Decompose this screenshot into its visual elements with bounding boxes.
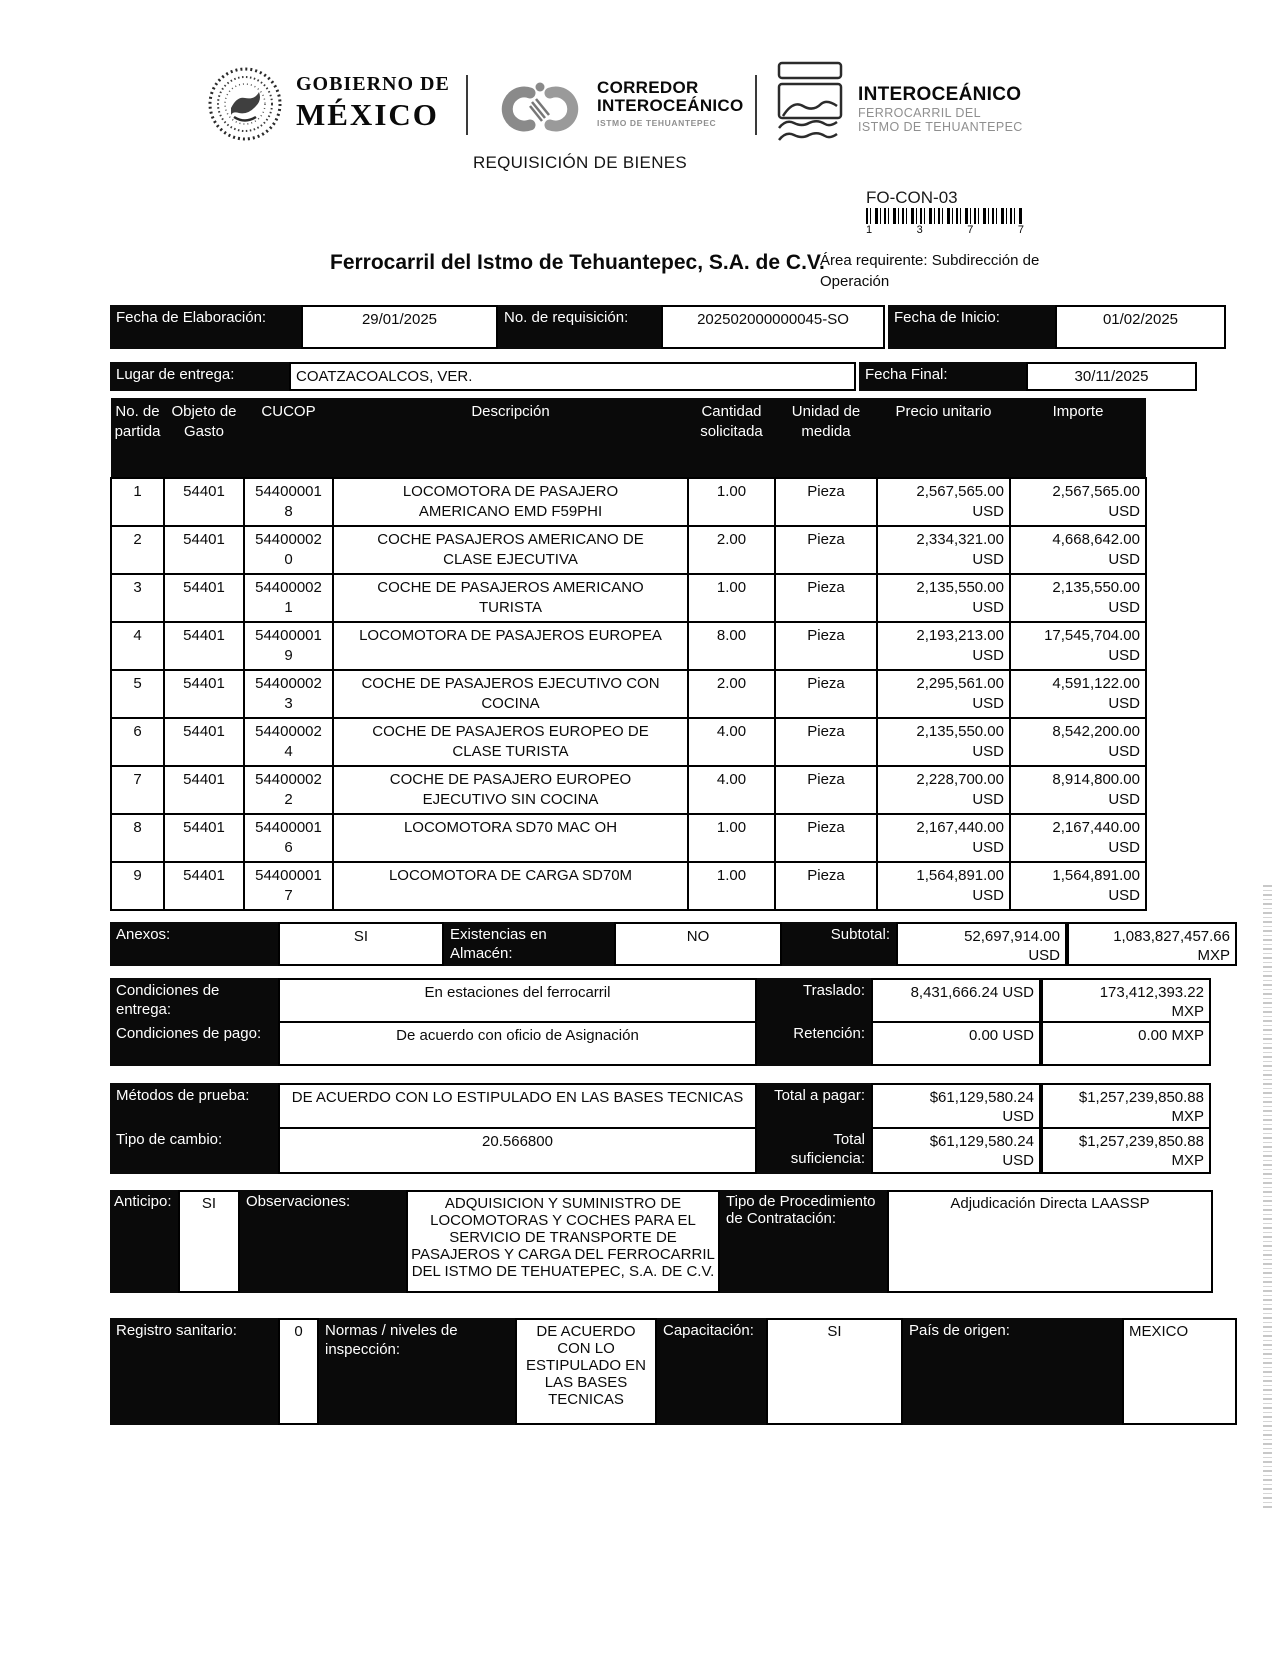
fecha-inicio-label: Fecha de Inicio:	[888, 305, 1055, 349]
currency: USD	[972, 839, 1004, 856]
condiciones-pago-value: De acuerdo con oficio de Asignación	[278, 1021, 757, 1066]
amount: 52,697,914.00	[964, 928, 1060, 945]
currency: USD	[972, 695, 1004, 712]
table-row	[111, 526, 1146, 574]
row-objeto: 54401	[164, 814, 244, 862]
existencias-label: Existencias en Almacén:	[444, 922, 614, 966]
table-row	[111, 814, 1146, 862]
interoceanico-line2: FERROCARRIL DEL	[858, 105, 981, 120]
row-precio	[877, 478, 1010, 526]
row-unidad: Pieza	[775, 478, 877, 526]
row-objeto: 54401	[164, 526, 244, 574]
tipo-procedimiento-value: Adjudicación Directa LAASSP	[887, 1190, 1213, 1293]
table-row	[111, 670, 1146, 718]
row-objeto: 54401	[164, 670, 244, 718]
observaciones-value: ADQUISICION Y SUMINISTRO DE LOCOMOTORAS Y COCHES PARA EL SERVICIO DE TRANSPORTE DE PASAJEROS Y CARGA DEL FERROCARRIL DEL ISTMO DE TEHUATEPEC, S.A. DE C.V.	[406, 1190, 720, 1293]
currency: USD	[972, 599, 1004, 616]
row-cantidad: 1.00	[688, 862, 775, 910]
logo-divider	[466, 75, 468, 135]
amount: 8,914,800.00	[1052, 771, 1140, 788]
table-row	[111, 718, 1146, 766]
existencias-value: NO	[614, 922, 782, 966]
anticipo-value: SI	[178, 1190, 240, 1293]
row-no: 8	[111, 814, 164, 862]
condiciones-entrega-value: En estaciones del ferrocarril	[278, 978, 757, 1023]
row-cantidad: 4.00	[688, 766, 775, 814]
corredor-line3: ISTMO DE TEHUANTEPEC	[597, 117, 717, 128]
fecha-elaboracion-value: 29/01/2025	[301, 305, 498, 349]
metodos-prueba-row	[110, 1083, 1211, 1129]
row-descripcion: LOCOMOTORA DE CARGA SD70M	[333, 862, 688, 910]
corredor-interoceanico-icon	[490, 80, 590, 138]
amount: 2,167,440.00	[916, 819, 1004, 836]
amount: $61,129,580.24	[929, 1133, 1034, 1150]
barcode-digit: 7	[1017, 224, 1024, 236]
anticipo-label: Anticipo:	[110, 1190, 178, 1293]
condiciones-pago-row	[110, 1021, 1211, 1066]
barcode-digit: 7	[967, 224, 974, 236]
currency: USD	[1108, 791, 1140, 808]
currency: USD	[1108, 839, 1140, 856]
row-importe	[1010, 574, 1146, 622]
amount: 1,083,827,457.66	[1113, 928, 1230, 945]
row-descripcion: COCHE DE PASAJEROS AMERICANO TURISTA	[333, 574, 688, 622]
row-cantidad: 2.00	[688, 670, 775, 718]
barcode-digit: 1	[866, 224, 873, 236]
row-no: 1	[111, 478, 164, 526]
registro-sanitario-label: Registro sanitario:	[110, 1318, 278, 1425]
capacitacion-value: SI	[766, 1318, 903, 1425]
row-cucop: 544000022	[244, 766, 333, 814]
info-row-1	[110, 305, 1226, 349]
fecha-elaboracion-label: Fecha de Elaboración:	[110, 305, 301, 349]
row-unidad: Pieza	[775, 526, 877, 574]
row-unidad: Pieza	[775, 574, 877, 622]
row-cucop: 544000021	[244, 574, 333, 622]
row-descripcion: LOCOMOTORA DE PASAJERO AMERICANO EMD F59PHI	[333, 478, 688, 526]
row-no: 3	[111, 574, 164, 622]
currency: USD	[1108, 599, 1140, 616]
row-importe	[1010, 718, 1146, 766]
info-row-2	[110, 362, 1197, 391]
row-cantidad: 1.00	[688, 478, 775, 526]
document-title: REQUISICIÓN DE BIENES	[472, 153, 688, 172]
barcode-icon	[866, 208, 1024, 224]
amount: 8,542,200.00	[1052, 723, 1140, 740]
amount: 2,135,550.00	[1052, 579, 1140, 596]
amount: $1,257,239,850.88	[1078, 1089, 1204, 1106]
currency: USD	[1002, 1108, 1034, 1125]
currency: USD	[972, 551, 1004, 568]
row-unidad: Pieza	[775, 766, 877, 814]
registro-row	[110, 1318, 1237, 1425]
amount: 2,135,550.00	[916, 723, 1004, 740]
fecha-final-value: 30/11/2025	[1026, 362, 1197, 391]
currency: USD	[972, 887, 1004, 904]
row-cantidad: 1.00	[688, 814, 775, 862]
total-suficiencia-label: Total suficiencia:	[757, 1127, 871, 1174]
currency: USD	[972, 647, 1004, 664]
observaciones-label: Observaciones:	[240, 1190, 406, 1293]
amount: 2,193,213.00	[916, 627, 1004, 644]
gobierno-line2: MÉXICO	[296, 97, 439, 132]
amount: 2,167,440.00	[1052, 819, 1140, 836]
amount: 1,564,891.00	[1052, 867, 1140, 884]
interoceanico-line1: INTEROCEÁNICO	[858, 84, 1022, 105]
no-requisicion-label: No. de requisición:	[498, 305, 661, 349]
currency: USD	[1108, 887, 1140, 904]
traslado-label: Traslado:	[757, 978, 871, 1023]
currency: USD	[1028, 947, 1060, 964]
row-descripcion: LOCOMOTORA DE PASAJEROS EUROPEA	[333, 622, 688, 670]
metodos-prueba-label: Métodos de prueba:	[110, 1083, 278, 1129]
row-no: 4	[111, 622, 164, 670]
scan-noise-artifact	[1263, 885, 1272, 1510]
logo-divider	[755, 75, 757, 135]
row-unidad: Pieza	[775, 862, 877, 910]
row-precio	[877, 670, 1010, 718]
row-importe	[1010, 670, 1146, 718]
normas-label: Normas / niveles de inspección:	[319, 1318, 515, 1425]
registro-sanitario-value: 0	[278, 1318, 319, 1425]
row-cucop: 544000020	[244, 526, 333, 574]
currency: MXP	[1171, 1108, 1204, 1125]
items-header-row	[111, 398, 1146, 478]
total-suficiencia-mxp	[1041, 1127, 1211, 1174]
area-requirente: Área requirente: Subdirección de Operación	[820, 252, 1040, 290]
total-suficiencia-usd	[871, 1127, 1041, 1174]
amount: 4,591,122.00	[1052, 675, 1140, 692]
row-unidad: Pieza	[775, 670, 877, 718]
row-cantidad: 1.00	[688, 574, 775, 622]
corredor-line1: CORREDOR	[597, 78, 699, 97]
row-no: 7	[111, 766, 164, 814]
col-descripcion: Descripción	[333, 398, 688, 478]
pais-origen-label: País de origen:	[903, 1318, 1122, 1425]
ferrocarril-interoceanico-logo	[858, 84, 1023, 135]
items-table	[110, 398, 1147, 911]
retencion-usd: 0.00 USD	[871, 1021, 1041, 1066]
col-unidad: Unidad de medida	[775, 398, 877, 478]
normas-value: DE ACUERDO CON LO ESTIPULADO EN LAS BASES TECNICAS	[515, 1318, 657, 1425]
ferrocarril-interoceanico-icon	[770, 60, 852, 148]
row-importe	[1010, 814, 1146, 862]
tipo-cambio-label: Tipo de cambio:	[110, 1127, 278, 1174]
row-precio	[877, 622, 1010, 670]
row-cucop: 544000023	[244, 670, 333, 718]
currency: USD	[1108, 503, 1140, 520]
row-descripcion: LOCOMOTORA SD70 MAC OH	[333, 814, 688, 862]
currency: USD	[1002, 1152, 1034, 1169]
amount: 2,135,550.00	[916, 579, 1004, 596]
table-row	[111, 478, 1146, 526]
row-importe	[1010, 526, 1146, 574]
amount: 2,567,565.00	[916, 483, 1004, 500]
col-precio: Precio unitario	[877, 398, 1010, 478]
row-precio	[877, 862, 1010, 910]
row-precio	[877, 718, 1010, 766]
currency: USD	[1108, 743, 1140, 760]
row-unidad: Pieza	[775, 718, 877, 766]
corredor-interoceanico-logo	[597, 79, 744, 128]
row-descripcion: COCHE PASAJEROS AMERICANO DE CLASE EJECUTIVA	[333, 526, 688, 574]
currency: USD	[972, 743, 1004, 760]
row-importe	[1010, 478, 1146, 526]
lugar-entrega-label: Lugar de entrega:	[110, 362, 289, 391]
amount: 2,228,700.00	[916, 771, 1004, 788]
row-no: 2	[111, 526, 164, 574]
row-precio	[877, 526, 1010, 574]
barcode-digit: 3	[916, 224, 923, 236]
row-precio	[877, 814, 1010, 862]
tipo-cambio-row	[110, 1127, 1211, 1174]
row-descripcion: COCHE DE PASAJEROS EUROPEO DE CLASE TURISTA	[333, 718, 688, 766]
row-cucop: 544000019	[244, 622, 333, 670]
fecha-final-label: Fecha Final:	[859, 362, 1026, 391]
row-precio	[877, 766, 1010, 814]
row-cucop: 544000018	[244, 478, 333, 526]
col-cantidad: Cantidad solicitada	[688, 398, 775, 478]
interoceanico-line3: ISTMO DE TEHUANTEPEC	[858, 120, 1023, 135]
anexos-value: SI	[278, 922, 444, 966]
traslado-usd: 8,431,666.24 USD	[871, 978, 1041, 1023]
mexico-seal-icon	[206, 64, 284, 144]
row-cantidad: 4.00	[688, 718, 775, 766]
amount: $61,129,580.24	[929, 1089, 1034, 1106]
currency: USD	[1108, 551, 1140, 568]
amount: 4,668,642.00	[1052, 531, 1140, 548]
col-no-partida: No. de partida	[111, 398, 164, 478]
no-requisicion-value: 202502000000045-SO	[661, 305, 885, 349]
row-importe	[1010, 622, 1146, 670]
amount: 2,334,321.00	[916, 531, 1004, 548]
anticipo-row	[110, 1190, 1213, 1293]
tipo-cambio-value: 20.566800	[278, 1127, 757, 1174]
gobierno-de-mexico-logo	[296, 74, 450, 130]
condiciones-entrega-row	[110, 978, 1211, 1023]
row-objeto: 54401	[164, 766, 244, 814]
row-cucop: 544000017	[244, 862, 333, 910]
table-row	[111, 574, 1146, 622]
gobierno-line1: GOBIERNO DE	[296, 73, 450, 95]
row-objeto: 54401	[164, 574, 244, 622]
total-pagar-mxp	[1041, 1083, 1211, 1129]
total-pagar-label: Total a pagar:	[757, 1083, 871, 1129]
row-objeto: 54401	[164, 622, 244, 670]
table-row	[111, 766, 1146, 814]
row-descripcion: COCHE DE PASAJERO EUROPEO EJECUTIVO SIN COCINA	[333, 766, 688, 814]
subtotal-label: Subtotal:	[782, 922, 896, 966]
traslado-mxp	[1041, 978, 1211, 1023]
row-no: 5	[111, 670, 164, 718]
amount: $1,257,239,850.88	[1078, 1133, 1204, 1150]
amount: 2,567,565.00	[1052, 483, 1140, 500]
amount: 17,545,704.00	[1044, 627, 1140, 644]
col-objeto-gasto: Objeto de Gasto	[164, 398, 244, 478]
col-cucop: CUCOP	[244, 398, 333, 478]
row-unidad: Pieza	[775, 622, 877, 670]
condiciones-entrega-label: Condiciones de entrega:	[110, 978, 278, 1023]
metodos-prueba-value: DE ACUERDO CON LO ESTIPULADO EN LAS BASES TECNICAS	[278, 1083, 757, 1129]
capacitacion-label: Capacitación:	[657, 1318, 766, 1425]
row-cantidad: 8.00	[688, 622, 775, 670]
retencion-label: Retención:	[757, 1021, 871, 1066]
lugar-entrega-value: COATZACOALCOS, VER.	[289, 362, 856, 391]
fecha-inicio-value: 01/02/2025	[1055, 305, 1226, 349]
barcode-digits	[866, 224, 1024, 236]
tipo-procedimiento-label: Tipo de Procedimiento de Contratación:	[720, 1190, 887, 1293]
condiciones-pago-label: Condiciones de pago:	[110, 1021, 278, 1066]
row-no: 9	[111, 862, 164, 910]
form-code: FO-CON-03	[866, 188, 958, 207]
currency: USD	[972, 503, 1004, 520]
row-cucop: 544000024	[244, 718, 333, 766]
corredor-line2: INTEROCEÁNICO	[597, 95, 744, 115]
currency: MXP	[1197, 947, 1230, 964]
currency: MXP	[1171, 1003, 1204, 1020]
row-objeto: 54401	[164, 718, 244, 766]
row-cucop: 544000016	[244, 814, 333, 862]
amount: 1,564,891.00	[916, 867, 1004, 884]
retencion-mxp: 0.00 MXP	[1041, 1021, 1211, 1066]
row-unidad: Pieza	[775, 814, 877, 862]
row-descripcion: COCHE DE PASAJEROS EJECUTIVO CON COCINA	[333, 670, 688, 718]
currency: USD	[1108, 647, 1140, 664]
currency: USD	[1108, 695, 1140, 712]
subtotal-mxp	[1067, 922, 1237, 966]
row-importe	[1010, 862, 1146, 910]
amount: 2,295,561.00	[916, 675, 1004, 692]
table-row	[111, 622, 1146, 670]
row-importe	[1010, 766, 1146, 814]
anexos-row	[110, 922, 1237, 966]
row-no: 6	[111, 718, 164, 766]
subtotal-usd	[896, 922, 1067, 966]
table-row	[111, 862, 1146, 910]
row-objeto: 54401	[164, 478, 244, 526]
total-pagar-usd	[871, 1083, 1041, 1129]
pais-origen-value: MEXICO	[1122, 1318, 1237, 1425]
company-name: Ferrocarril del Istmo de Tehuantepec, S.A. de C.V.	[330, 251, 825, 274]
col-importe: Importe	[1010, 398, 1146, 478]
row-objeto: 54401	[164, 862, 244, 910]
row-precio	[877, 574, 1010, 622]
currency: MXP	[1171, 1152, 1204, 1169]
amount: 173,412,393.22	[1099, 984, 1204, 1001]
anexos-label: Anexos:	[110, 922, 278, 966]
currency: USD	[972, 791, 1004, 808]
row-cantidad: 2.00	[688, 526, 775, 574]
